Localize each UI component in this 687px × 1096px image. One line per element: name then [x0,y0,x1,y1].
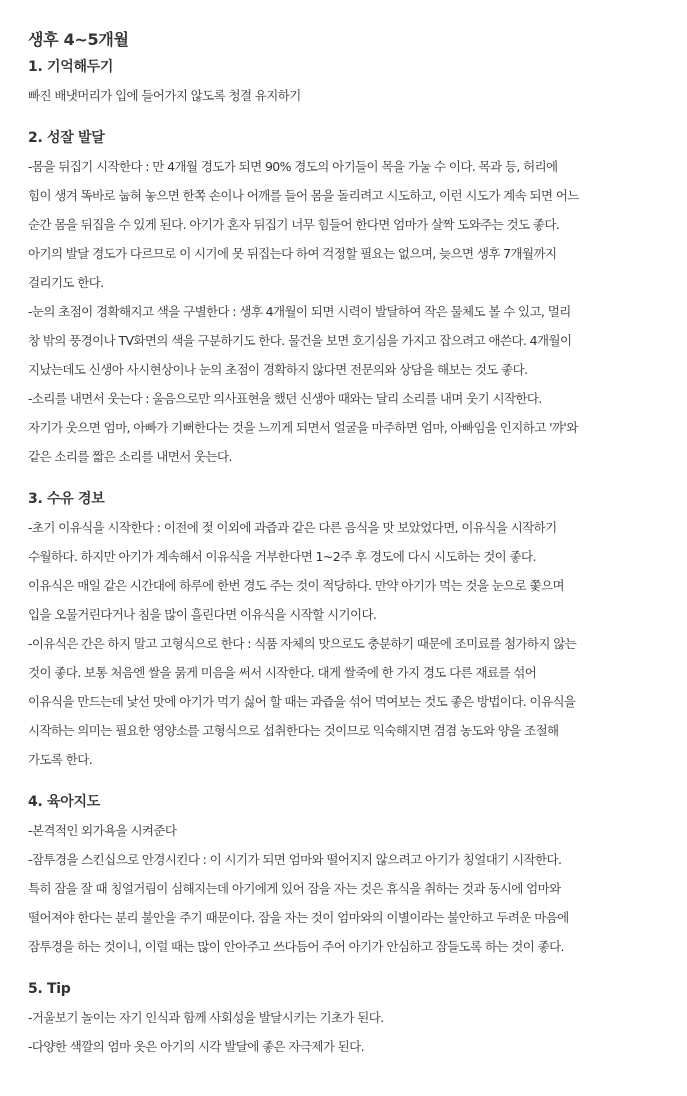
paragraph-line: 자기가 웃으면 엄마, 아빠가 기뻐한다는 것을 느끼게 되면서 얼굴을 마주하면 엄마, 아빠임을 인지하고 '꺄'와 [28,420,578,435]
paragraph-line: 이유식을 만드는데 낯선 맛에 아기가 먹기 싫어 할 때는 과즙을 섞어 먹여보는 것도 좋은 방법이다. 이유식을 [28,694,576,709]
paragraph-line: 아기의 발달 경도가 다르므로 이 시기에 못 뒤집는다 하여 걱정할 필요는 없으며, 늦으면 생후 7개월까지 [28,246,557,261]
section-heading: 5. Tip [28,981,71,997]
section-spacer [28,774,687,789]
paragraph-line: -본격적인 외가욕을 시켜준다 [28,823,177,838]
paragraph-line: -잠투경을 스킨십으로 안경시킨다 : 이 시기가 되면 엄마와 떨어지지 않으려고 아기가 칭얼대기 시작한다. [28,852,562,867]
paragraph-line: 것이 좋다. 보통 처음엔 쌀을 묽게 미음을 써서 시작한다. 대게 쌀죽에 한 가지 경도 다른 재료를 섞어 [28,665,537,680]
paragraph-line: 특히 잠을 잘 때 칭얼거림이 심해지는데 아기에게 있어 잠을 자는 것은 휴식을 취하는 것과 동시에 엄마와 [28,881,561,896]
page-title: 생후 4~5개월 [28,30,129,49]
paragraph-line: 걸리기도 한다. [28,275,104,290]
section-heading: 1. 기억해두기 [28,59,114,75]
paragraph-line: 떨어져야 한다는 분리 불안을 주기 때문이다. 잠을 자는 것이 엄마와의 이별이라는 불안하고 두려운 마음에 [28,910,569,925]
paragraph-line: 창 밖의 풍경이나 TV화면의 색을 구분하기도 한다. 물건을 보면 호기심을 가지고 잡으려고 애쓴다. 4개월이 [28,333,572,348]
paragraph-line: -눈의 초점이 경확해지고 색을 구별한다 : 생후 4개월이 되면 시력이 발달하여 작은 물체도 볼 수 있고, 멀리 [28,304,571,319]
section-3 [28,486,687,789]
section-spacer [28,961,687,976]
paragraph-line: -몸을 뒤집기 시작한다 : 만 4개월 경도가 되면 90% 경도의 아기들이 목을 가눌 수 이다. 목과 등, 허리에 [28,159,558,174]
section-2 [28,125,687,486]
section-heading: 2. 성잘 발달 [28,130,105,146]
section-heading: 4. 육아지도 [28,794,100,810]
section-spacer [28,110,687,125]
paragraph-line: -다양한 색깔의 엄마 옷은 아기의 시각 발달에 좋은 자극제가 된다. [28,1039,364,1054]
paragraph-line: 수월하다. 하지만 아기가 계속해서 이유식을 거부한다면 1~2주 후 경도에 다시 시도하는 것이 좋다. [28,549,536,564]
paragraph-line: -소리를 내면서 웃는다 : 울음으로만 의사표현을 했던 신생아 때와는 달리 소리를 내며 웃기 시작한다. [28,391,542,406]
section-heading: 3. 수유 경보 [28,491,105,507]
paragraph-line: 순간 몸을 뒤집을 수 있게 된다. 아기가 혼자 뒤집기 너무 힘들어 한다면 엄마가 살짝 도와주는 것도 좋다. [28,217,560,232]
section-5 [28,976,687,1061]
paragraph-line: 힘이 생겨 똑바로 눕혀 놓으면 한쪽 손이나 어깨를 들어 몸을 돌리려고 시도하고, 이런 시도가 계속 되면 어느 [28,188,579,203]
paragraph-line: 잠투경을 하는 것이니, 이럴 때는 많이 안아주고 쓰다듬어 주어 아기가 안심하고 잠들도록 하는 것이 좋다. [28,939,564,954]
paragraph-line: -이유식은 간은 하지 말고 고형식으로 한다 : 식품 자체의 맛으로도 충분하기 때문에 조미료를 첨가하지 않는 [28,636,577,651]
paragraph-line: 같은 소리를 짧은 소리를 내면서 웃는다. [28,449,232,464]
paragraph-line: 이유식은 매일 같은 시간대에 하루에 한번 경도 주는 것이 적당하다. 만약 아기가 먹는 것을 눈으로 쫓으며 [28,578,564,593]
paragraph-line: 빠진 배냇머리가 입에 들어가지 않도록 청결 유지하기 [28,88,301,103]
paragraph-line: 지났는데도 신생아 사시현상이나 눈의 초점이 경확하지 않다면 전문의와 상담을 해보는 것도 좋다. [28,362,528,377]
paragraph-line: 입을 오물거린다거나 침을 많이 흘린다면 이유식을 시작할 시기이다. [28,607,377,622]
article-body [28,54,687,1061]
paragraph-line: 가도록 한다. [28,752,93,767]
paragraph-line: -초기 이유식을 시작한다 : 이전에 젖 이외에 과즙과 같은 다른 음식을 맛 보았었다면, 이유식을 시작하기 [28,520,557,535]
section-4 [28,789,687,976]
paragraph-line: 시작하는 의미는 필요한 영양소를 고형식으로 섭취한다는 것이므로 익숙해지면 겸겸 농도와 양을 조절해 [28,723,559,738]
section-1 [28,54,687,125]
paragraph-line: -거울보기 놀이는 자기 인식과 함께 사회성을 발달시키는 기초가 된다. [28,1010,384,1025]
section-spacer [28,471,687,486]
